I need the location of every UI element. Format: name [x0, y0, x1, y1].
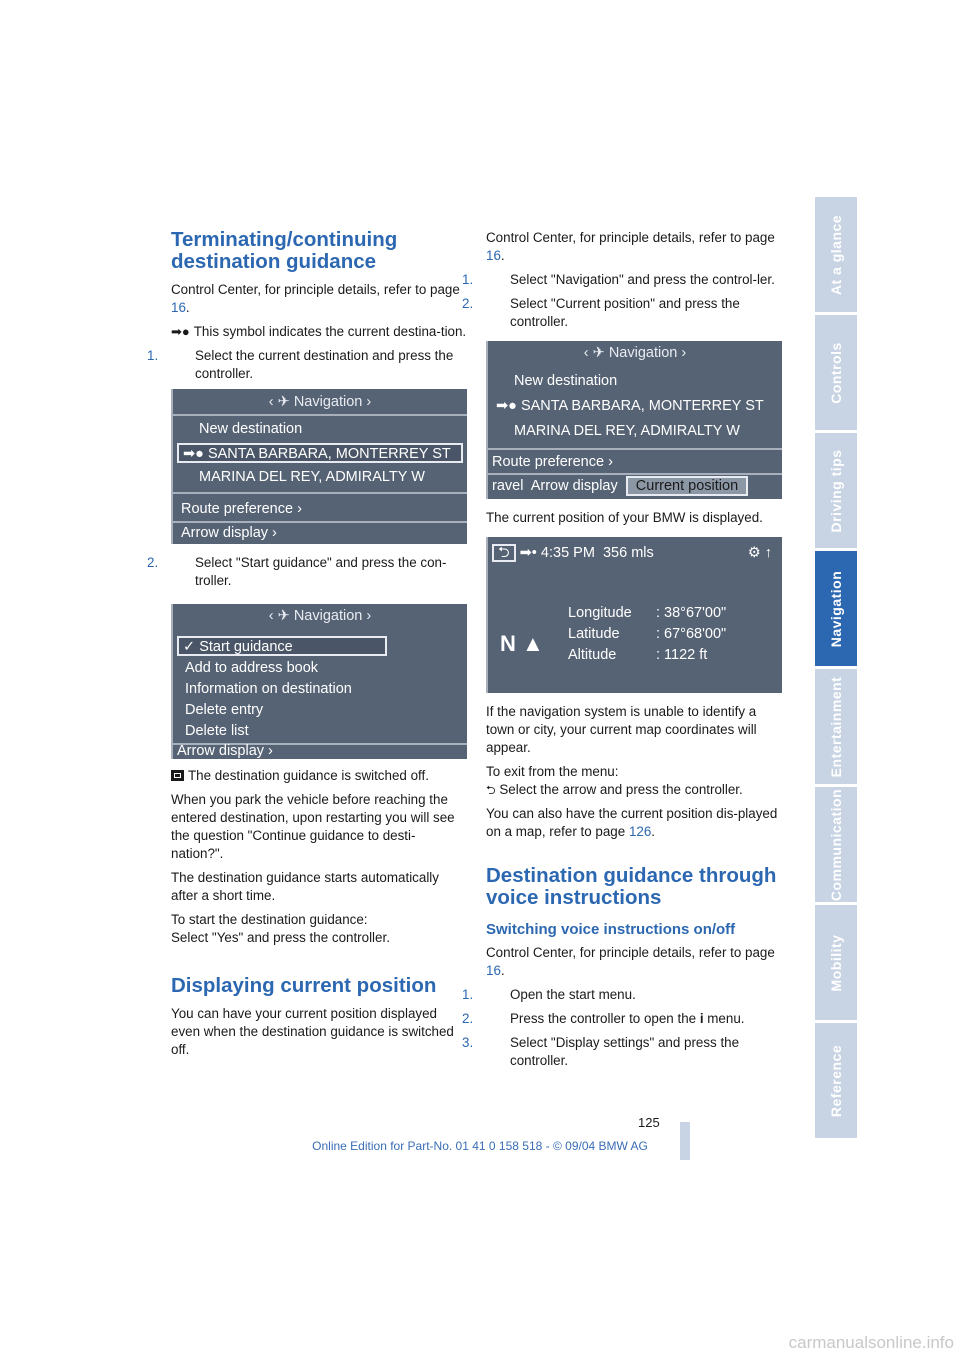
settings-icon[interactable]: ⚙ ↑ [747, 545, 772, 561]
screen-header: ‹ ✈ Navigation › [268, 608, 372, 624]
menu-santa-barbara[interactable]: ➡● SANTA BARBARA, MONTERREY ST [496, 398, 764, 414]
cc-reference-2: Control Center, for principle details, refer to page 16. [486, 945, 775, 978]
heading-current-position: Displaying current position [171, 974, 437, 997]
menu-information-destination[interactable]: Information on destination [185, 681, 352, 697]
tab-controls[interactable]: Controls [815, 315, 857, 433]
guidance-off-note: The destination guidance is switched off. [171, 767, 467, 785]
heading-switch-voice: Switching voice instructions on/off [486, 921, 736, 938]
menu-route-preference[interactable]: Route preference › [492, 454, 613, 470]
to-start-label: To start the destination guidance: [171, 912, 368, 927]
info-i-icon: i [699, 1011, 704, 1026]
cc-reference: Control Center, for principle details, refer to page 16. [171, 282, 460, 315]
coord-row-altitude: Altitude : 1122 ft [568, 647, 708, 663]
coord-row-latitude: Latitude : 67°68'00" [568, 626, 727, 642]
tab-mobility[interactable]: Mobility [815, 905, 857, 1023]
menu-delete-list[interactable]: Delete list [185, 723, 249, 739]
tab-entertainment[interactable]: Entertainment [815, 669, 857, 787]
menu-current-position[interactable]: Current position [626, 476, 748, 496]
step-1: 1. Select "Navigation" and press the control-ler. [462, 272, 775, 287]
page-link-16[interactable]: 16 [486, 248, 501, 263]
bottom-bar [492, 476, 778, 496]
menu-marina-del-rey[interactable]: MARINA DEL REY, ADMIRALTY W [514, 423, 740, 439]
unable-paragraph: If the navigation system is unable to identify a town or city, your current map coordinates will appear. [486, 704, 757, 755]
back-arrow-icon[interactable]: ⮌ [492, 544, 516, 562]
coord-row-longitude: Longitude : 38°67'00" [568, 605, 727, 621]
displayed-paragraph: The current position of your BMW is displayed. [486, 510, 763, 525]
park-paragraph: When you park the vehicle before reaching the entered destination, upon restarting you will see the question "Continue guidance to desti-nation?". [171, 792, 455, 861]
tab-reference[interactable]: Reference [815, 1023, 857, 1141]
tab-at-a-glance[interactable]: At a glance [815, 197, 857, 315]
current-position-paragraph: You can have your current position displayed even when the destination guidance is switched off. [171, 1006, 454, 1057]
page-link-16[interactable]: 16 [486, 963, 501, 978]
left-column [147, 228, 467, 1065]
guidance-arrow-icon: ➡● [171, 324, 190, 339]
voice-step-3: 3. Select "Display settings" and press the controller. [462, 1035, 740, 1068]
footer-edition: Online Edition for Part-No. 01 41 0 158 518 - © 09/04 BMW AG [312, 1139, 648, 1153]
step-1: 1. Select the current destination and press the controller. [147, 348, 454, 381]
screenshot-current-position [486, 537, 782, 693]
menu-new-destination[interactable]: New destination [199, 421, 303, 437]
menu-new-destination[interactable]: New destination [514, 373, 618, 389]
select-yes-instruction: Select "Yes" and press the controller. [171, 930, 390, 945]
voice-step-2: 2. Press the controller to open the i menu. [462, 1011, 745, 1026]
screenshot-destination-list [171, 389, 467, 544]
tab-communication[interactable]: Communication [815, 787, 857, 905]
right-column [462, 229, 782, 1076]
menu-arrow-display[interactable]: Arrow display › [177, 743, 273, 759]
menu-arrow-display[interactable]: Arrow display › [181, 525, 277, 541]
menu-add-address-book[interactable]: Add to address book [185, 660, 319, 676]
chapter-tabs [815, 197, 857, 1141]
back-arrow-icon: ⮌ [486, 783, 496, 797]
page-number: 125 [638, 1115, 660, 1130]
page-link-16[interactable]: 16 [171, 300, 186, 315]
to-exit-label: To exit from the menu: [486, 764, 619, 779]
map-paragraph: You can also have the current position dis-played on a map, refer to page 126. [486, 806, 778, 839]
screen-header: ‹ ✈ Navigation › [583, 345, 687, 361]
menu-delete-entry[interactable]: Delete entry [185, 702, 264, 718]
heading-voice-guidance: Destination guidance through voice instructions [486, 864, 777, 909]
cc-reference: Control Center, for principle details, refer to page 16. [486, 230, 775, 263]
menu-travel[interactable]: ravel [492, 478, 524, 494]
menu-route-preference[interactable]: Route preference › [181, 501, 302, 517]
menu-arrow-display[interactable]: Arrow display [530, 478, 618, 494]
heading-terminating: Terminating/continuing destination guidance [171, 228, 398, 273]
time-display: 4:35 PM [540, 545, 595, 561]
screenshot-navigation-menu [486, 341, 782, 499]
distance-display: 356 mls [602, 545, 654, 561]
menu-start-guidance[interactable]: ✓ Start guidance [177, 636, 387, 656]
menu-santa-barbara[interactable]: ➡● SANTA BARBARA, MONTERREY ST [177, 443, 463, 463]
screenshot-guidance-menu [171, 604, 467, 759]
voice-step-1: 1. Open the start menu. [462, 987, 636, 1002]
page-link-126[interactable]: 126 [628, 824, 652, 839]
tab-driving-tips[interactable]: Driving tips [815, 433, 857, 551]
status-row: ⮌ ➡• 4:35 PM 356 mls ⚙ ↑ [492, 543, 778, 563]
tab-navigation[interactable]: Navigation [815, 551, 857, 669]
menu-marina-del-rey[interactable]: MARINA DEL REY, ADMIRALTY W [199, 469, 425, 485]
watermark: carmanualsonline.info [788, 1333, 954, 1352]
screen-header: ‹ ✈ Navigation › [268, 394, 372, 410]
exit-instruction: ⮌ Select the arrow and press the controller. [486, 782, 743, 797]
step-2: 2. Select "Start guidance" and press the con-troller. [147, 555, 447, 588]
step-2: 2. Select "Current position" and press the controller. [462, 296, 740, 329]
symbol-note: ➡● This symbol indicates the current destina-tion. [171, 324, 467, 339]
stop-square-icon [171, 770, 184, 781]
auto-paragraph: The destination guidance starts automatically after a short time. [171, 870, 439, 903]
north-indicator: N ▲ [500, 631, 544, 656]
